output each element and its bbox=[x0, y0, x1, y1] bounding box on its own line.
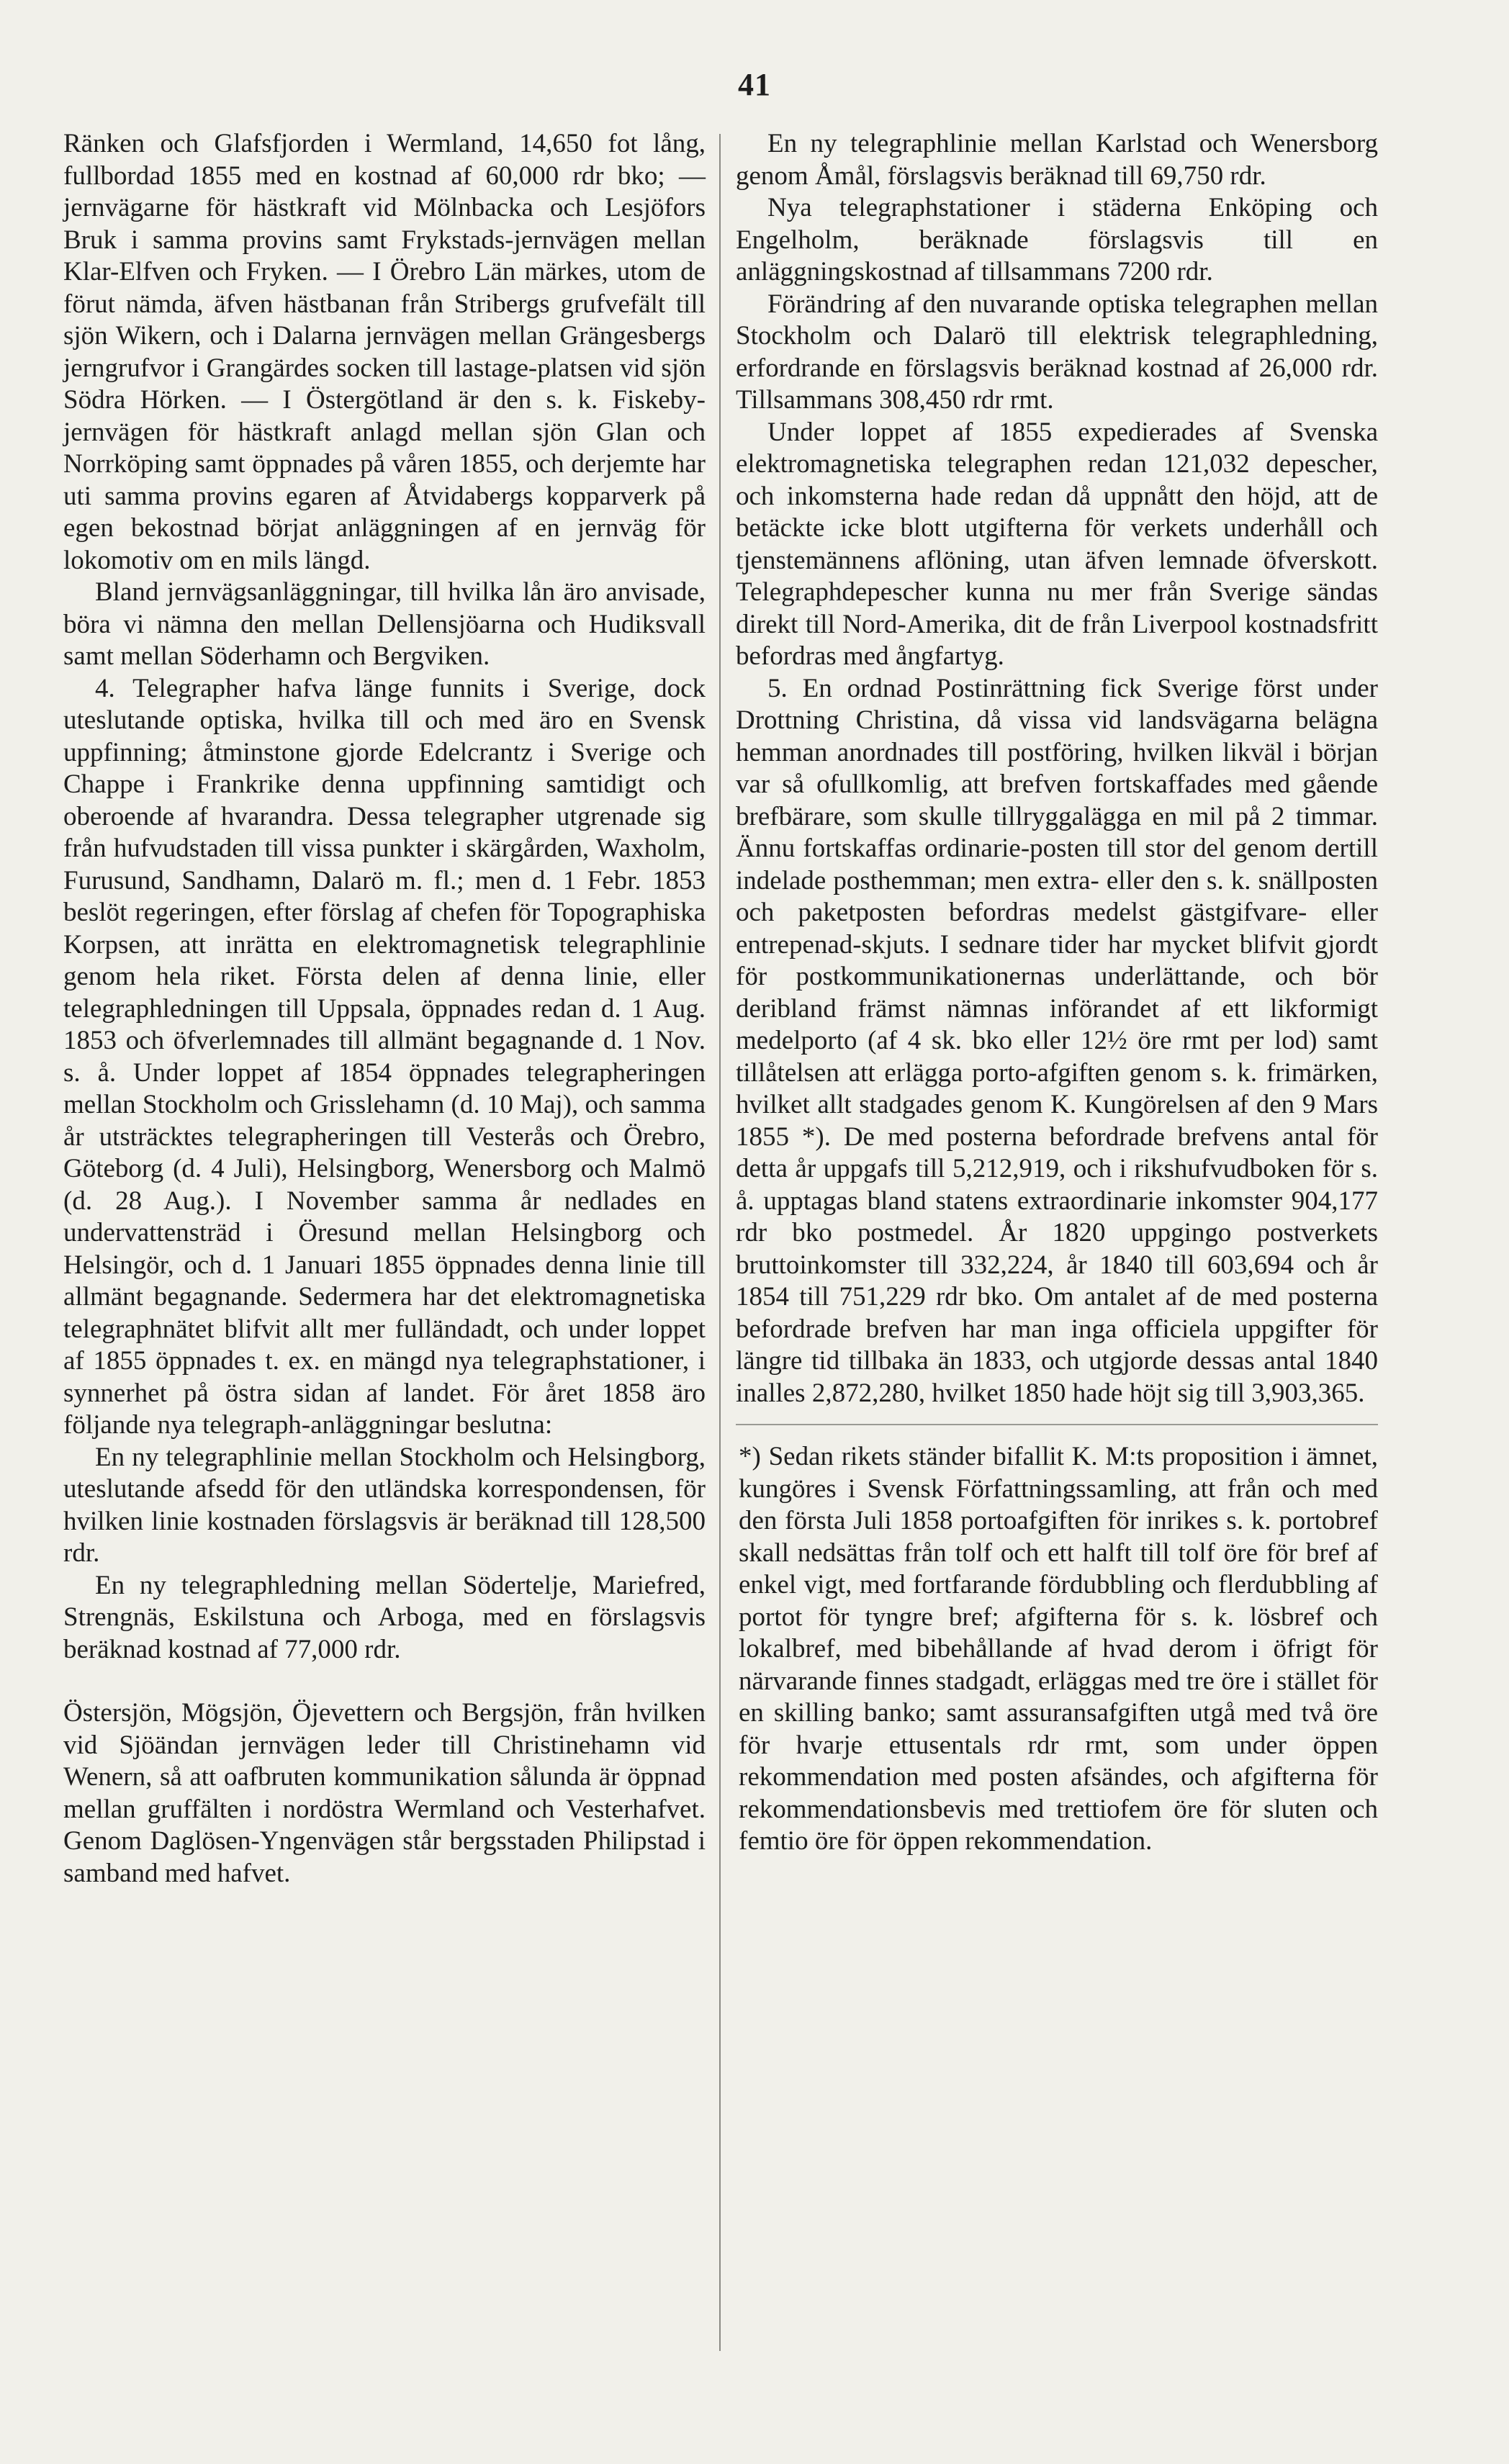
left-paragraph-5: En ny telegraphledning mellan Södertelje, Mariefred, Strengnäs, Eskilstuna och Arboga, med en förslagsvis beräknad kostnad af 77,000 rdr. bbox=[63, 1570, 706, 1664]
right-paragraph-4: Under loppet af 1855 expedierades af Svenska elektromagnetiska telegraphen redan 121,032 depescher, och inkomsterna hade redan då uppnått den höjd, att de betäckte icke blott utgifterna för verkets underhåll och tjenstemännens aflöning, utan äfven lemnade öfverskott. Telegraphdepescher kunna nu mer från Sverige sändas direkt till Nord-Amerika, dit de från Liverpool kostnadsfritt befordras med ångfartyg. bbox=[736, 417, 1378, 671]
right-paragraph-2: Nya telegraphstationer i städerna Enköping och Engelholm, beräknade förslagsvis till en anläggningskostnad af tillsammans 7200 rdr. bbox=[736, 193, 1378, 286]
footnote: *) Sedan rikets ständer bifallit K. M:ts proposition i ämnet, kungöres i Svensk Författningssamling, att från och med den första Juli 1858 portoafgiften för inrikes s. k. portobref skall nedsättas från tolf och ett halft till tolf öre för bref af enkel vigt, med fortfarande fördubbling och flerdubbling af portot för tyngre bref; afgifterna för s. k. lösbref och lokalbref, med bibehållande af hvad derom i öfrigt för närvarande finnes stadgadt, erläggas med tre öre i stället för en skilling banko; samt assuransafgiften utgå med två öre för hvarje ettusentals rdr rmt, som under öppen rekommendation med posten afsändes, och afgifterna för rekommendationsbevis med trettiofem öre för sluten och femtio öre för öppen rekommendation. bbox=[739, 1442, 1378, 1856]
left-paragraph-2: Bland jernvägsanläggningar, till hvilka lån äro anvisade, böra vi nämna den mellan Dellensjöarna och Hudiksvall samt mellan Söderhamn och Bergviken. bbox=[63, 577, 706, 671]
right-column bbox=[736, 128, 1378, 1858]
section-gap bbox=[63, 1666, 706, 1697]
column-divider bbox=[719, 134, 721, 2351]
page-number: 41 bbox=[738, 67, 771, 102]
right-paragraph-1: En ny telegraphlinie mellan Karlstad och Wenersborg genom Åmål, förslagsvis beräknad till 69,750 rdr. bbox=[736, 129, 1378, 191]
left-paragraph-4: En ny telegraphlinie mellan Stockholm och Helsingborg, uteslutande afsedd för den utländska korrespondensen, för hvilken linie kostnaden förslagsvis är beräknad till 128,500 rdr. bbox=[63, 1442, 706, 1568]
left-continuation-paragraph: Östersjön, Mögsjön, Öjevettern och Bergsjön, från hvilken vid Sjöändan jernvägen leder till Christinehamn vid Wenern, så att oafbruten kommunikation sålunda är öppnad mellan gruffälten i nordöstra Wermland och Vesterhafvet. Genom Daglösen-Yngenvägen står bergsstaden Philipstad i samband med hafvet. bbox=[63, 1698, 706, 1888]
left-paragraph-1: Ränken och Glafsfjorden i Wermland, 14,650 fot lång, fullbordad 1855 med en kostnad af 60,000 rdr bko; — jernvägarne för hästkraft vid Mölnbacka och Lesjöfors Bruk i samma provins samt Frykstads-jernvägen mellan Klar-Elfven och Fryken. — I Örebro Län märkes, utom de förut nämda, äfven hästbanan från Stribergs grufvefält till sjön Wikern, och i Dalarna jernvägen mellan Grängesbergs jerngrufvor i Grangärdes socken till lastage-platsen vid sjön Södra Hörken. — I Östergötland är den s. k. Fiskeby-jernvägen för hästkraft anlagd mellan sjön Glan och Norrköping samt öppnades på våren 1855, och derjemte har uti samma provins egaren af Åtvidabergs kopparverk på egen bekostnad börjat anläggningen af en jernväg för lokomotiv om en mils längd. bbox=[63, 129, 706, 575]
left-paragraph-telegrapher: 4. Telegrapher hafva länge funnits i Sverige, dock uteslutande optiska, hvilka till och med äro en Svensk uppfinning; åtminstone gjorde Edelcrantz i Sverige och Chappe i Frankrike denna uppfinning samtidigt och oberoende af hvarandra. Dessa telegrapher utgrenade sig från hufvudstaden till vissa punkter i skärgården, Waxholm, Furusund, Sandhamn, Dalarö m. fl.; men d. 1 Febr. 1853 beslöt regeringen, efter förslag af chefen för Topographiska Korpsen, att inrätta en elektromagnetisk telegraphlinie genom hela riket. Första delen af denna linie, eller telegraphledningen till Uppsala, öppnades redan d. 1 Aug. 1853 och öfverlemnades till allmänt begagnande d. 1 Nov. s. å. Under loppet af 1854 öppnades telegrapheringen mellan Stockholm och Grisslehamn (d. 10 Maj), och samma år utsträcktes telegrapheringen till Vesterås och Örebro, Göteborg (d. 4 Juli), Helsingborg, Wenersborg och Malmö (d. 28 Aug.). I November samma år nedlades en undervattensträd i Öresund mellan Helsingborg och Helsingör, och d. 1 Januari 1855 öppnades denna linie till allmänt begagnande. Sedermera har det elektromagnetiska telegraphnätet blifvit allt mer fulländadt, och under loppet af 1855 öppnades t. ex. en mängd nya telegraphstationer, i synnerhet på östra sidan af landet. För året 1858 äro följande nya telegraph-anläggningar beslutna: bbox=[63, 673, 706, 1440]
right-paragraph-postinrattning: 5. En ordnad Postinrättning fick Sverige först under Drottning Christina, då vissa vid landsvägarna belägna hemman anordnades till postföring, hvilken likväl i början var så ofullkomlig, att brefven fortskaffades med gående brefbärare, som skulle tillryggalägga en mil på 2 timmar. Ännu fortskaffas ordinarie-posten till stor del genom dertill indelade posthemman; men extra- eller den s. k. snällposten och paketposten befordras medelst gästgifvare- eller entrepenad-skjuts. I sednare tider har mycket blifvit gjordt för postkommunikationernas underlättande, och bör deribland främst nämnas införandet af ett likformigt medelporto (af 4 sk. bko eller 12½ öre rmt per lod) samt tillåtelsen att erlägga porto-afgiften genom s. k. frimärken, hvilket allt stadgades genom K. Kungörelsen af den 9 Mars 1855 *). De med posterna befordrade brefvens antal för detta år uppgafs till 5,212,919, och i rikshufvudboken för s. å. upptagas bland statens extraordinarie inkomster 904,177 rdr bko postmedel. År 1820 uppgingo postverkets bruttoinkomster till 332,224, år 1840 till 603,694 och år 1854 till 751,229 rdr bko. Om antalet af de med posterna befordrade brefven har man inga officiela uppgifter för längre tid tillbaka än 1833, och utgjorde dessas antal 1840 inalles 2,872,280, hvilket 1850 hade höjt sig till 3,903,365. bbox=[736, 673, 1378, 1408]
footnote-rule bbox=[736, 1424, 1378, 1425]
right-paragraph-3: Förändring af den nuvarande optiska telegraphen mellan Stockholm och Dalarö till elektrisk telegraphledning, erfordrande en förslagsvis beräknad kostnad af 26,000 rdr. Tillsammans 308,450 rdr rmt. bbox=[736, 289, 1378, 415]
left-column bbox=[63, 128, 706, 1890]
